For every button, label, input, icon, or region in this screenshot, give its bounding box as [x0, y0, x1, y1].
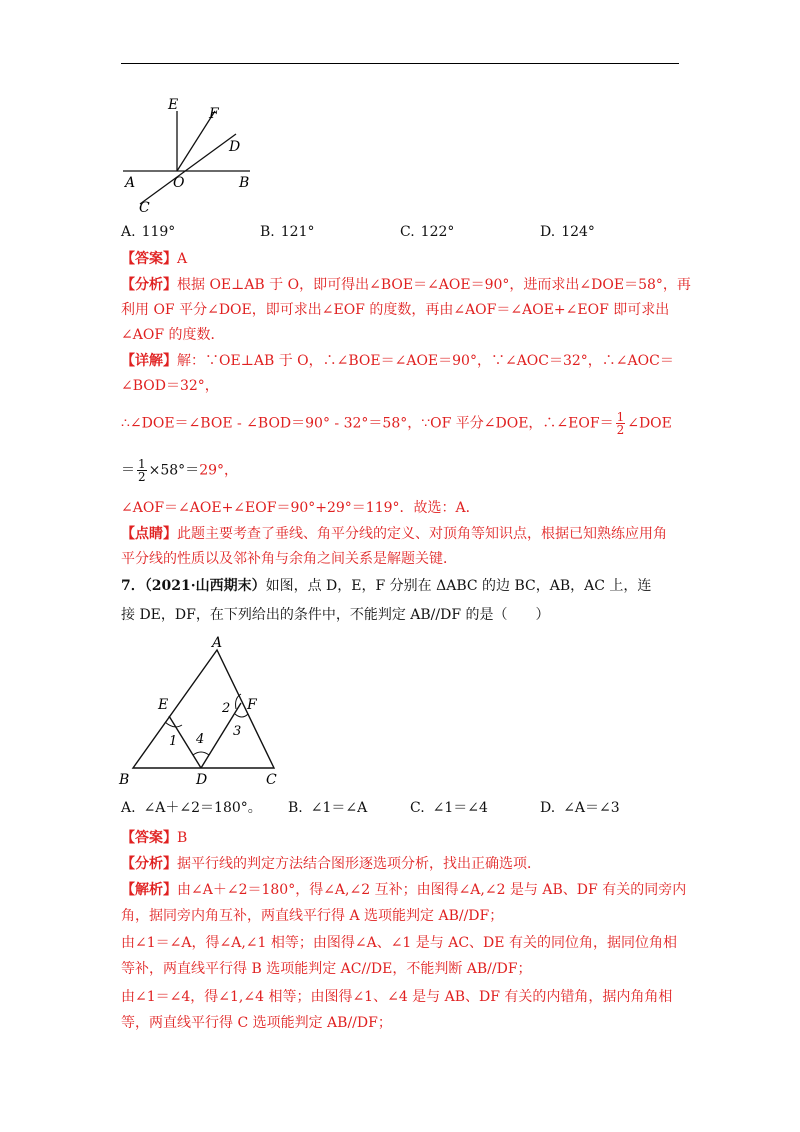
label-e: E: [168, 97, 179, 113]
label-d: D: [229, 139, 241, 155]
label-angle-1: 1: [169, 734, 178, 749]
q6-option-a: A. 119°: [121, 224, 176, 240]
q7-option-a: A. ∠A＋∠2＝180°。: [121, 800, 262, 816]
q7-option-d: D. ∠A＝∠3: [540, 800, 620, 816]
label-f2: F: [247, 697, 257, 713]
q6-analysis-line-2: 利用 OF 平分∠DOE，即可求出∠EOF 的度数，再由∠AOF＝∠AOE+∠EOF 即可求出: [121, 302, 670, 318]
q7-solution-line-6: 等，两直线平行得 C 选项能判定 AB//DF；: [121, 1015, 392, 1031]
q7-answer: 【答案】B: [121, 830, 188, 846]
label-a: A: [125, 175, 136, 191]
arc-angle-4: [193, 752, 209, 755]
q7-option-b: B. ∠1＝∠A: [288, 800, 368, 816]
fraction-half-2: $\frac{1}{2}$: [138, 457, 146, 484]
q7-stem-line-2: 接 DE，DF，在下列给出的条件中，不能判定 AB//DF 的是（ ）: [121, 607, 550, 623]
q6-option-d: D. 124°: [540, 224, 595, 240]
q7-solution-line-5: 由∠1＝∠4，得∠1,∠4 相等；由图得∠1、∠4 是与 AB、DF 有关的内错角，据内角角相: [121, 989, 673, 1005]
label-angle-2: 2: [222, 701, 231, 716]
label-a2: A: [212, 635, 223, 651]
q6-detail-line-2: ∠BOD＝32°，: [121, 378, 219, 394]
q7-solution-line-4: 等补，两直线平行得 B 选项能判定 AC//DE，不能判断 AB//DF；: [121, 961, 532, 977]
label-d2: D: [196, 772, 208, 788]
q6-detail-line-4: ＝ $\frac{1}{2}$ ×58°＝29°，: [121, 457, 239, 484]
q7-analysis: 【分析】据平行线的判定方法结合图形逐选项分析，找出正确选项．: [121, 856, 541, 872]
label-b: B: [239, 175, 250, 191]
q6-answer: 【答案】A: [121, 251, 188, 267]
label-e2: E: [158, 697, 169, 713]
q6-option-c: C. 122°: [400, 224, 455, 240]
label-c: C: [139, 200, 150, 214]
q7-solution-line-1: 【解析】由∠A＋∠2＝180°，得∠A,∠2 互补；由图得∠A,∠2 是与 AB、DF 有关的同旁内: [121, 882, 687, 898]
label-f: F: [209, 106, 219, 122]
q7-option-c: C. ∠1＝∠4: [410, 800, 488, 816]
header-rule: [121, 63, 679, 64]
fraction-half: $\frac{1}{2}$: [616, 410, 625, 437]
label-angle-3: 3: [233, 724, 242, 739]
q6-detail-line-5: ∠AOF＝∠AOE+∠EOF＝90°+29°＝119°．故选：A．: [121, 500, 480, 516]
line-cd: [140, 134, 236, 204]
q6-analysis-line-3: ∠AOF 的度数．: [121, 327, 225, 343]
figure-triangle-diagram: [116, 634, 286, 790]
label-o: O: [173, 175, 185, 191]
label-b2: B: [119, 772, 130, 788]
label-angle-4: 4: [196, 732, 205, 747]
arc-angle-3: [235, 714, 248, 717]
q7-solution-line-3: 由∠1＝∠A，得∠A,∠1 相等；由图得∠A、∠1 是与 AC、DE 有关的同位角，据同位角相: [121, 935, 677, 951]
q6-analysis-line-1: 【分析】根据 OE⊥AB 于 O，即可得出∠BOE＝∠AOE＝90°，进而求出∠DOE＝58°，再: [121, 277, 691, 293]
q6-detail-line-1: 【详解】解：∵OE⊥AB 于 O，∴∠BOE＝∠AOE＝90°，∵∠AOC＝32°，∴∠AOC＝: [121, 353, 674, 369]
figure-angles-diagram: [118, 96, 268, 214]
q6-comment-line-1: 【点睛】此题主要考查了垂线、角平分线的定义、对顶角等知识点，根据已知熟练应用角: [121, 526, 667, 542]
q6-detail-line-3: ∴∠DOE＝∠BOE - ∠BOD＝90° - 32°＝58°，∵OF 平分∠DOE，∴∠EOF＝ $\frac{1}{2}$ ∠DOE: [121, 410, 672, 437]
q6-comment-line-2: 平分线的性质以及邻补角与余角之间关系是解题关键．: [121, 551, 457, 567]
q7-stem-line-1: 7．（2021·山西期末）如图，点 D，E，F 分别在 ΔABC 的边 BC，AB，AC 上，连: [121, 578, 652, 594]
q6-option-b: B. 121°: [260, 224, 315, 240]
label-c2: C: [266, 772, 277, 788]
q7-solution-line-2: 角，据同旁内角互补，两直线平行得 A 选项能判定 AB//DF；: [121, 908, 504, 924]
